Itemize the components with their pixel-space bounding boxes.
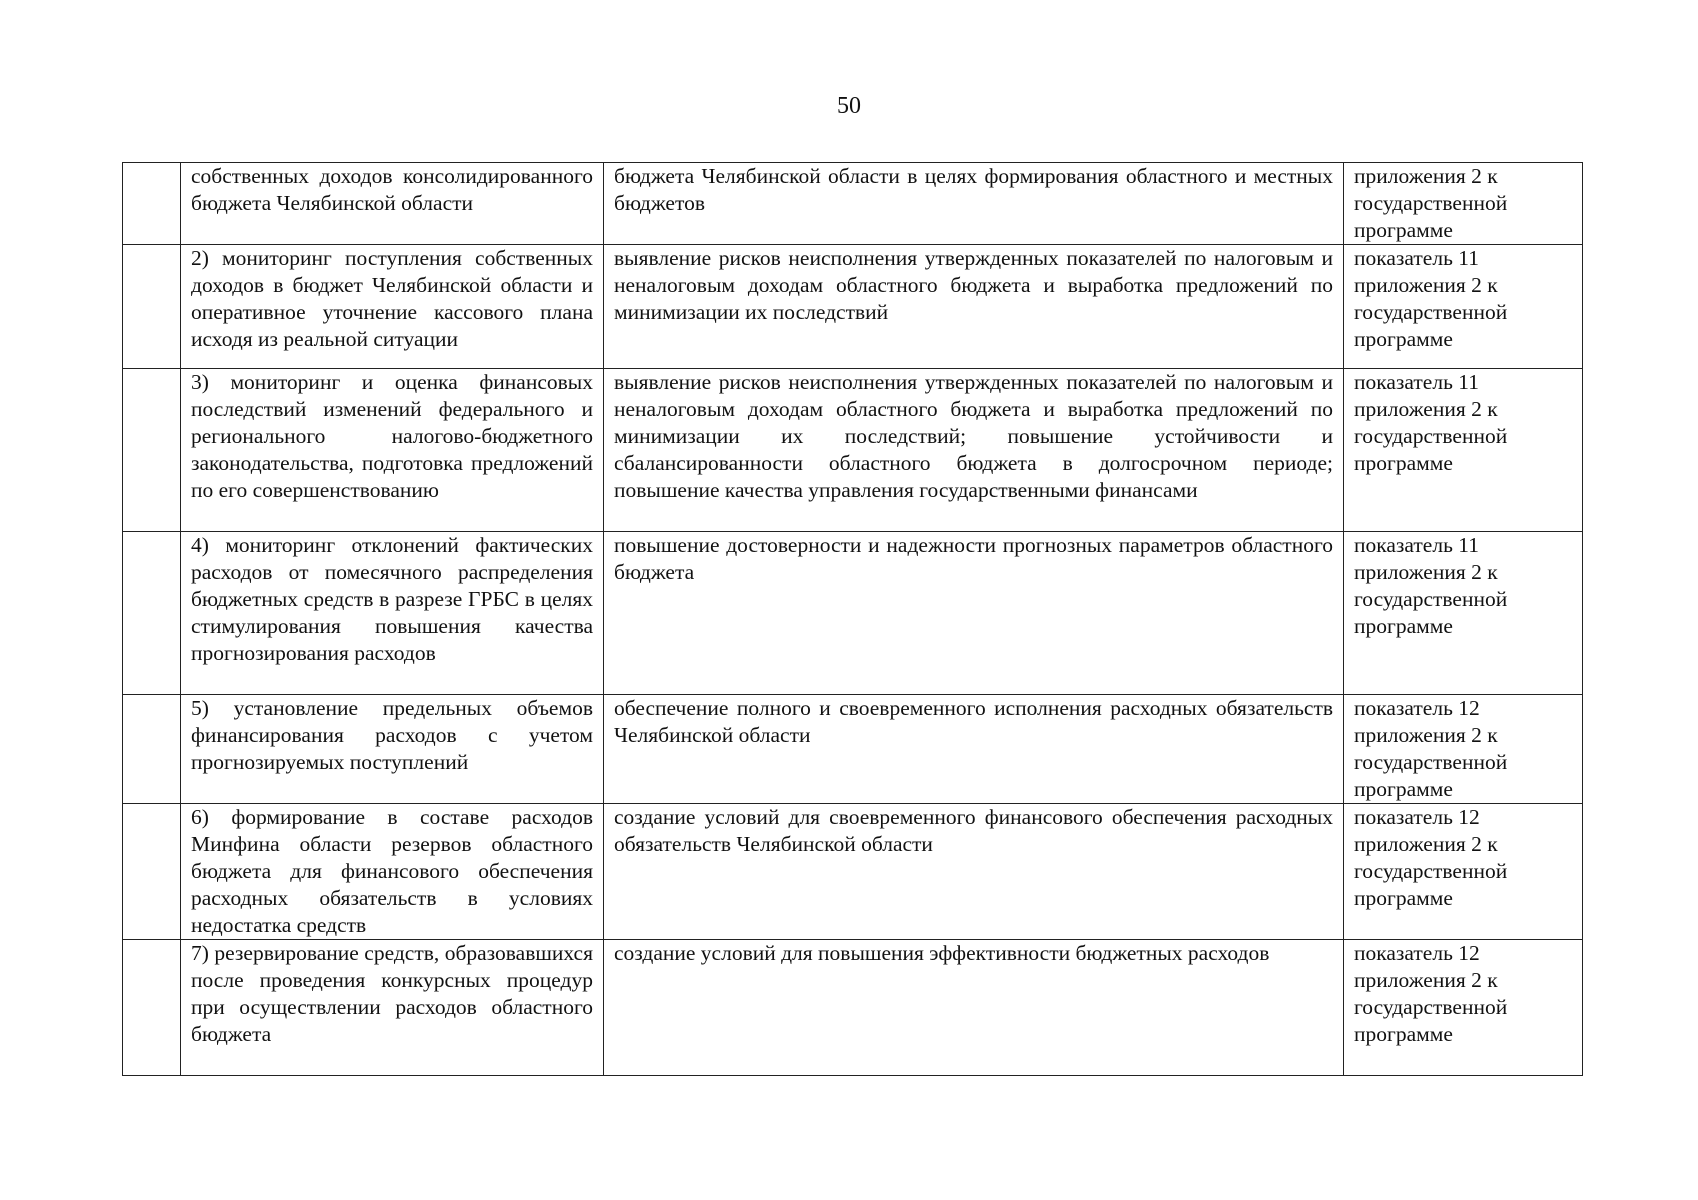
table-row	[123, 940, 1583, 1076]
measures-table	[122, 162, 1583, 1076]
table-row	[123, 245, 1583, 369]
result-cell: выявление рисков неисполнения утвержденных показателей по налоговым и неналоговым доходам областного бюджета и выработка предложений по минимизации их последствий; повышение устойчивости и сбалансированности областного бюджета в долгосрочном периоде; повышение качества управления государственными финансами	[604, 369, 1344, 532]
indicator-cell: показатель 12 приложения 2 к государственной программе	[1344, 804, 1583, 940]
indicator-cell: показатель 12 приложения 2 к государственной программе	[1344, 695, 1583, 804]
row-number-cell	[123, 940, 181, 1076]
row-number-cell	[123, 804, 181, 940]
measure-cell: 3) мониторинг и оценка финансовых последствий изменений федерального и регионального налогово-бюджетного законодательства, подготовка предложений по его совершенствованию	[181, 369, 604, 532]
indicator-cell: показатель 12 приложения 2 к государственной программе	[1344, 940, 1583, 1076]
result-cell: бюджета Челябинской области в целях формирования областного и местных бюджетов	[604, 163, 1344, 245]
table-row	[123, 369, 1583, 532]
table-row	[123, 163, 1583, 245]
table-row	[123, 804, 1583, 940]
row-number-cell	[123, 245, 181, 369]
row-number-cell	[123, 532, 181, 695]
table-row	[123, 695, 1583, 804]
result-cell: повышение достоверности и надежности прогнозных параметров областного бюджета	[604, 532, 1344, 695]
result-cell: обеспечение полного и своевременного исполнения расходных обязательств Челябинской области	[604, 695, 1344, 804]
measure-cell: 4) мониторинг отклонений фактических расходов от помесячного распределения бюджетных средств в разрезе ГРБС в целях стимулирования повышения качества прогнозирования расходов	[181, 532, 604, 695]
measure-cell: 7) резервирование средств, образовавшихся после проведения конкурсных процедур при осуществлении расходов областного бюджета	[181, 940, 604, 1076]
page-number: 50	[837, 93, 861, 119]
row-number-cell	[123, 695, 181, 804]
row-number-cell	[123, 163, 181, 245]
indicator-cell: показатель 11 приложения 2 к государственной программе	[1344, 245, 1583, 369]
result-cell: создание условий для своевременного финансового обеспечения расходных обязательств Челябинской области	[604, 804, 1344, 940]
indicator-cell: показатель 11 приложения 2 к государственной программе	[1344, 369, 1583, 532]
indicator-cell: приложения 2 к государственной программе	[1344, 163, 1583, 245]
measure-cell: 2) мониторинг поступления собственных доходов в бюджет Челябинской области и оперативное уточнение кассового плана исходя из реальной ситуации	[181, 245, 604, 369]
measure-cell: 6) формирование в составе расходов Минфина области резервов областного бюджета для финансового обеспечения расходных обязательств в условиях недостатка средств	[181, 804, 604, 940]
row-number-cell	[123, 369, 181, 532]
result-cell: выявление рисков неисполнения утвержденных показателей по налоговым и неналоговым доходам областного бюджета и выработка предложений по минимизации их последствий	[604, 245, 1344, 369]
indicator-cell: показатель 11 приложения 2 к государственной программе	[1344, 532, 1583, 695]
measure-cell: 5) установление предельных объемов финансирования расходов с учетом прогнозируемых поступлений	[181, 695, 604, 804]
result-cell: создание условий для повышения эффективности бюджетных расходов	[604, 940, 1344, 1076]
measure-cell: собственных доходов консолидированного бюджета Челябинской области	[181, 163, 604, 245]
table-row	[123, 532, 1583, 695]
